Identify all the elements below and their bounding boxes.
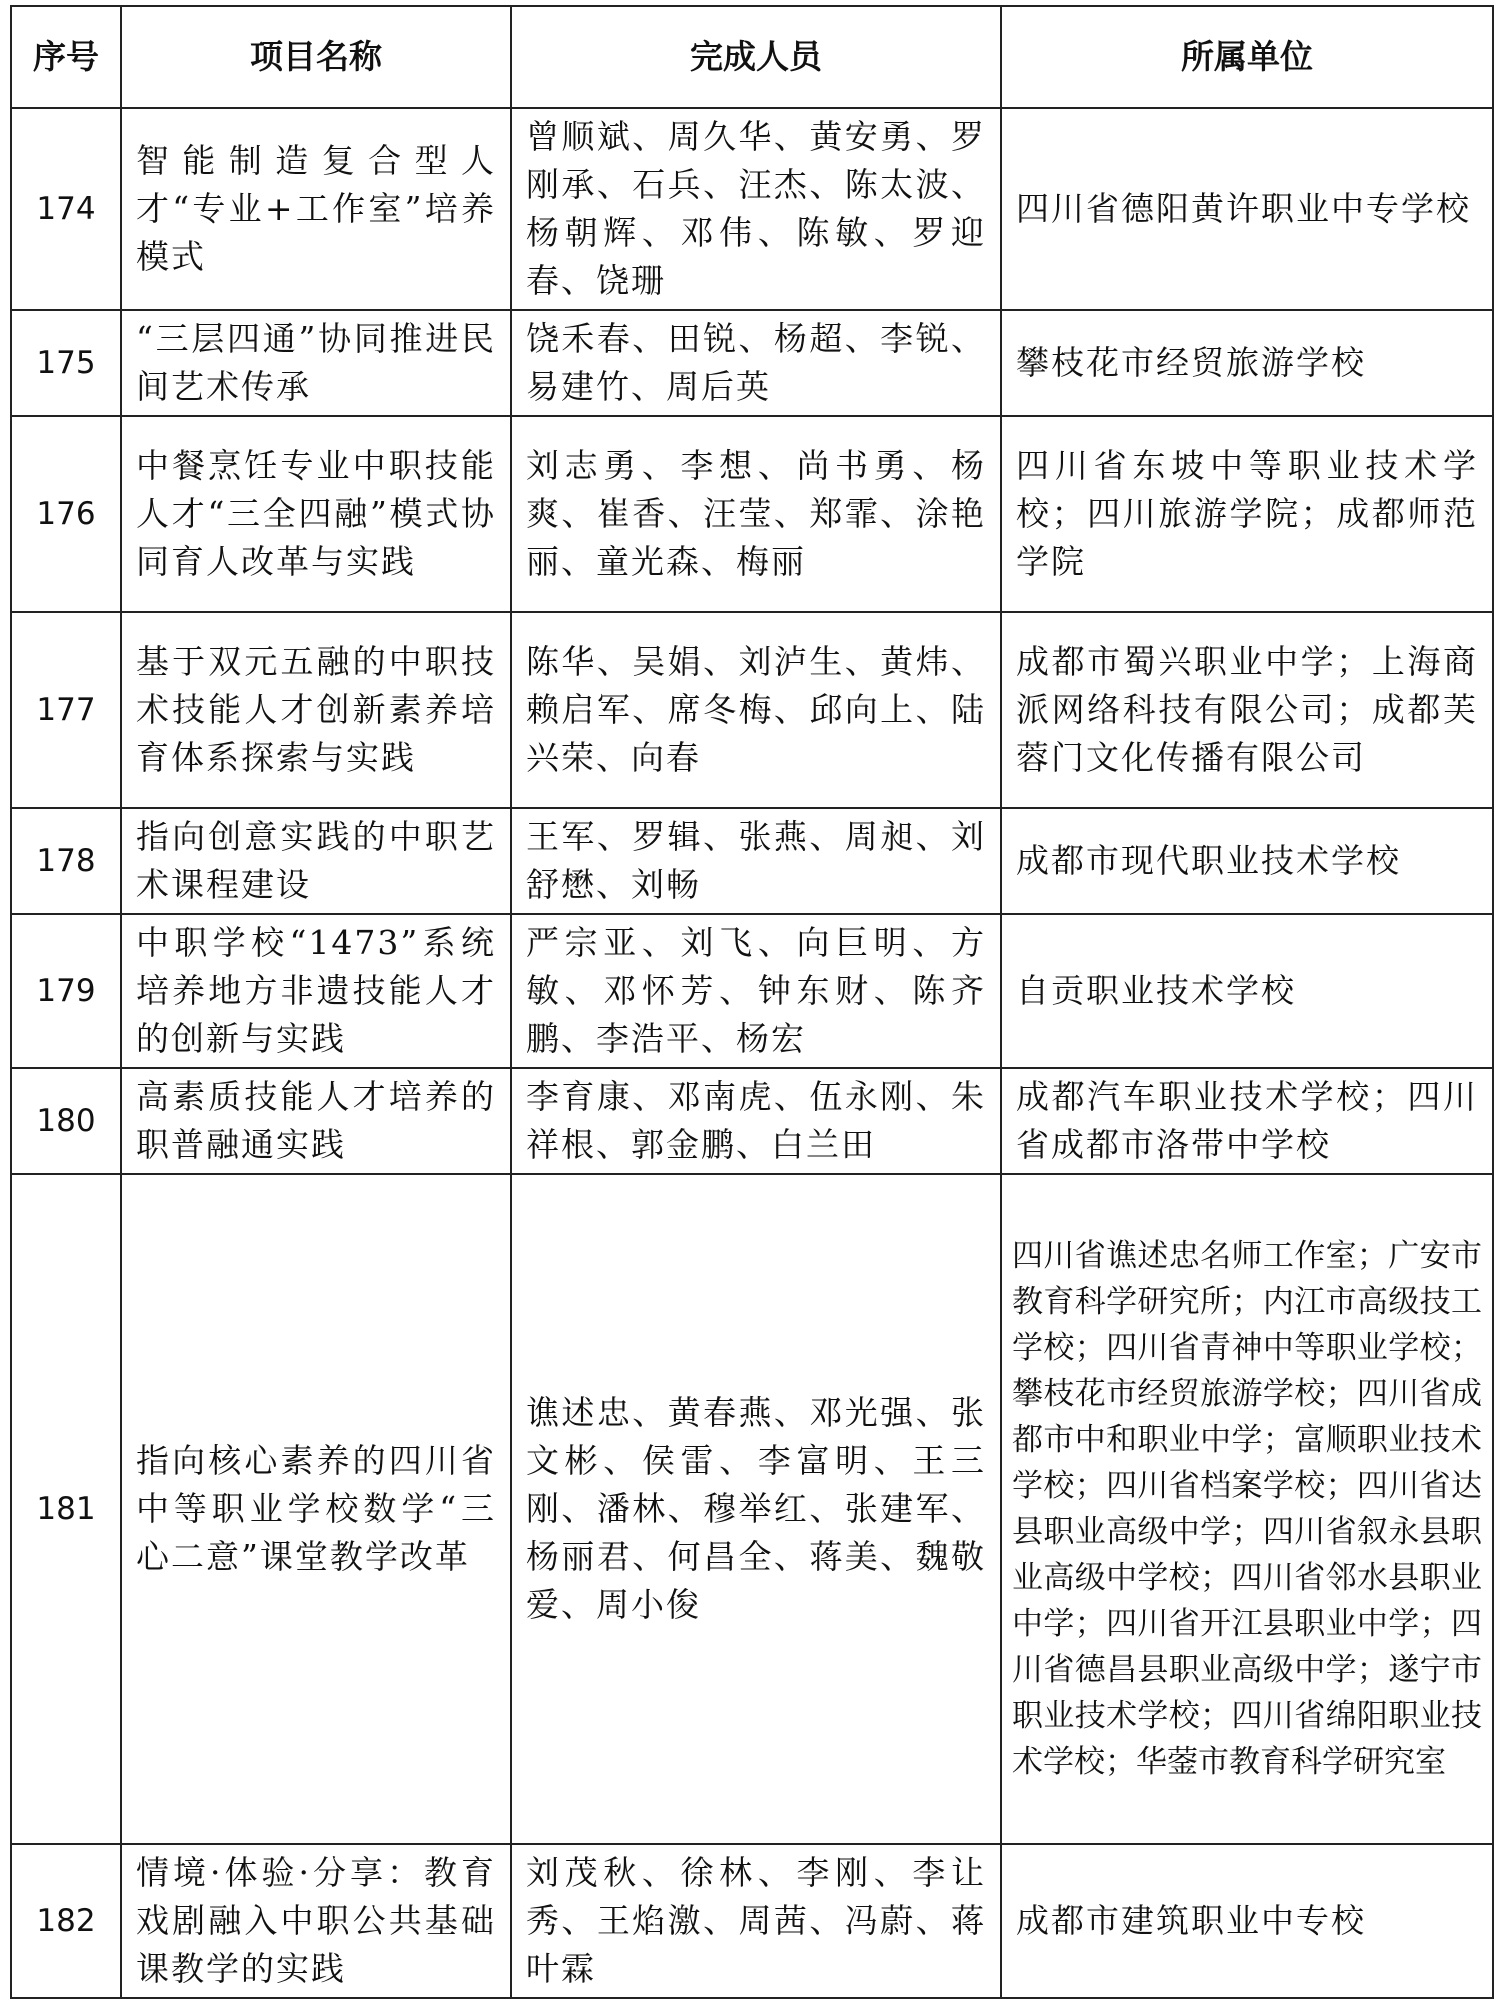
row-project-name: 基于双元五融的中职技术技能人才创新素养培育体系探索与实践 [121, 612, 511, 808]
table-header-row [11, 6, 1493, 108]
row-affiliation: 四川省谯述忠名师工作室；广安市教育科学研究所；内江市高级技工学校；四川省青神中等职业学校；攀枝花市经贸旅游学校；四川省成都市中和职业中学；富顺职业技术学校；四川省档案学校；四川省达县职业高级中学；四川省叙永县职业高级中学校；四川省邻水县职业中学；四川省开江县职业中学；四川省德昌县职业高级中学；遂宁市职业技术学校；四川省绵阳职业技术学校；华蓥市教育科学研究室 [1001, 1174, 1493, 1844]
row-affiliation: 攀枝花市经贸旅游学校 [1001, 310, 1493, 416]
table-row [11, 1844, 1493, 1998]
row-affiliation: 四川省德阳黄许职业中专学校 [1001, 108, 1493, 310]
row-serial-number: 181 [11, 1174, 121, 1844]
table-row [11, 612, 1493, 808]
row-project-name: 指向核心素养的四川省中等职业学校数学“三心二意”课堂教学改革 [121, 1174, 511, 1844]
header-members: 完成人员 [511, 6, 1001, 108]
row-affiliation: 成都市蜀兴职业中学；上海商派网络科技有限公司；成都芙蓉门文化传播有限公司 [1001, 612, 1493, 808]
row-serial-number: 177 [11, 612, 121, 808]
row-serial-number: 174 [11, 108, 121, 310]
row-serial-number: 176 [11, 416, 121, 612]
header-project-name: 项目名称 [121, 6, 511, 108]
row-project-name: 中餐烹饪专业中职技能人才“三全四融”模式协同育人改革与实践 [121, 416, 511, 612]
row-serial-number: 178 [11, 808, 121, 914]
row-project-name: 中职学校“1473”系统培养地方非遗技能人才的创新与实践 [121, 914, 511, 1068]
row-project-name: 情境·体验·分享：教育戏剧融入中职公共基础课教学的实践 [121, 1844, 511, 1998]
row-serial-number: 179 [11, 914, 121, 1068]
table-row [11, 914, 1493, 1068]
row-members: 陈华、吴娟、刘泸生、黄炜、赖启军、席冬梅、邱向上、陆兴荣、向春 [511, 612, 1001, 808]
table-row [11, 1068, 1493, 1174]
table-row [11, 416, 1493, 612]
header-affiliation: 所属单位 [1001, 6, 1493, 108]
table-row [11, 808, 1493, 914]
row-project-name: 高素质技能人才培养的职普融通实践 [121, 1068, 511, 1174]
row-members: 严宗亚、刘飞、向巨明、方敏、邓怀芳、钟东财、陈齐鹏、李浩平、杨宏 [511, 914, 1001, 1068]
row-affiliation: 成都汽车职业技术学校；四川省成都市洛带中学校 [1001, 1068, 1493, 1174]
row-members: 刘志勇、李想、尚书勇、杨爽、崔香、汪莹、郑霏、涂艳丽、童光森、梅丽 [511, 416, 1001, 612]
row-members: 王军、罗辑、张燕、周昶、刘舒懋、刘畅 [511, 808, 1001, 914]
row-members: 刘茂秋、徐林、李刚、李让秀、王焰激、周茜、冯蔚、蒋叶霖 [511, 1844, 1001, 1998]
row-affiliation: 自贡职业技术学校 [1001, 914, 1493, 1068]
award-list-table [10, 5, 1494, 1999]
row-members: 饶禾春、田锐、杨超、李锐、易建竹、周后英 [511, 310, 1001, 416]
row-project-name: 指向创意实践的中职艺术课程建设 [121, 808, 511, 914]
row-serial-number: 182 [11, 1844, 121, 1998]
header-serial-number: 序号 [11, 6, 121, 108]
row-affiliation: 成都市现代职业技术学校 [1001, 808, 1493, 914]
row-members: 谯述忠、黄春燕、邓光强、张文彬、侯雷、李富明、王三刚、潘林、穆举红、张建军、杨丽君、何昌全、蒋美、魏敬爱、周小俊 [511, 1174, 1001, 1844]
table-row [11, 108, 1493, 310]
row-serial-number: 180 [11, 1068, 121, 1174]
row-project-name: “三层四通”协同推进民间艺术传承 [121, 310, 511, 416]
table-row [11, 1174, 1493, 1844]
row-serial-number: 175 [11, 310, 121, 416]
row-project-name: 智能制造复合型人才“专业+工作室”培养模式 [121, 108, 511, 310]
row-affiliation: 成都市建筑职业中专校 [1001, 1844, 1493, 1998]
row-members: 曾顺斌、周久华、黄安勇、罗刚承、石兵、汪杰、陈太波、杨朝辉、邓伟、陈敏、罗迎春、饶珊 [511, 108, 1001, 310]
row-affiliation: 四川省东坡中等职业技术学校；四川旅游学院；成都师范学院 [1001, 416, 1493, 612]
row-members: 李育康、邓南虎、伍永刚、朱祥根、郭金鹏、白兰田 [511, 1068, 1001, 1174]
table-row [11, 310, 1493, 416]
